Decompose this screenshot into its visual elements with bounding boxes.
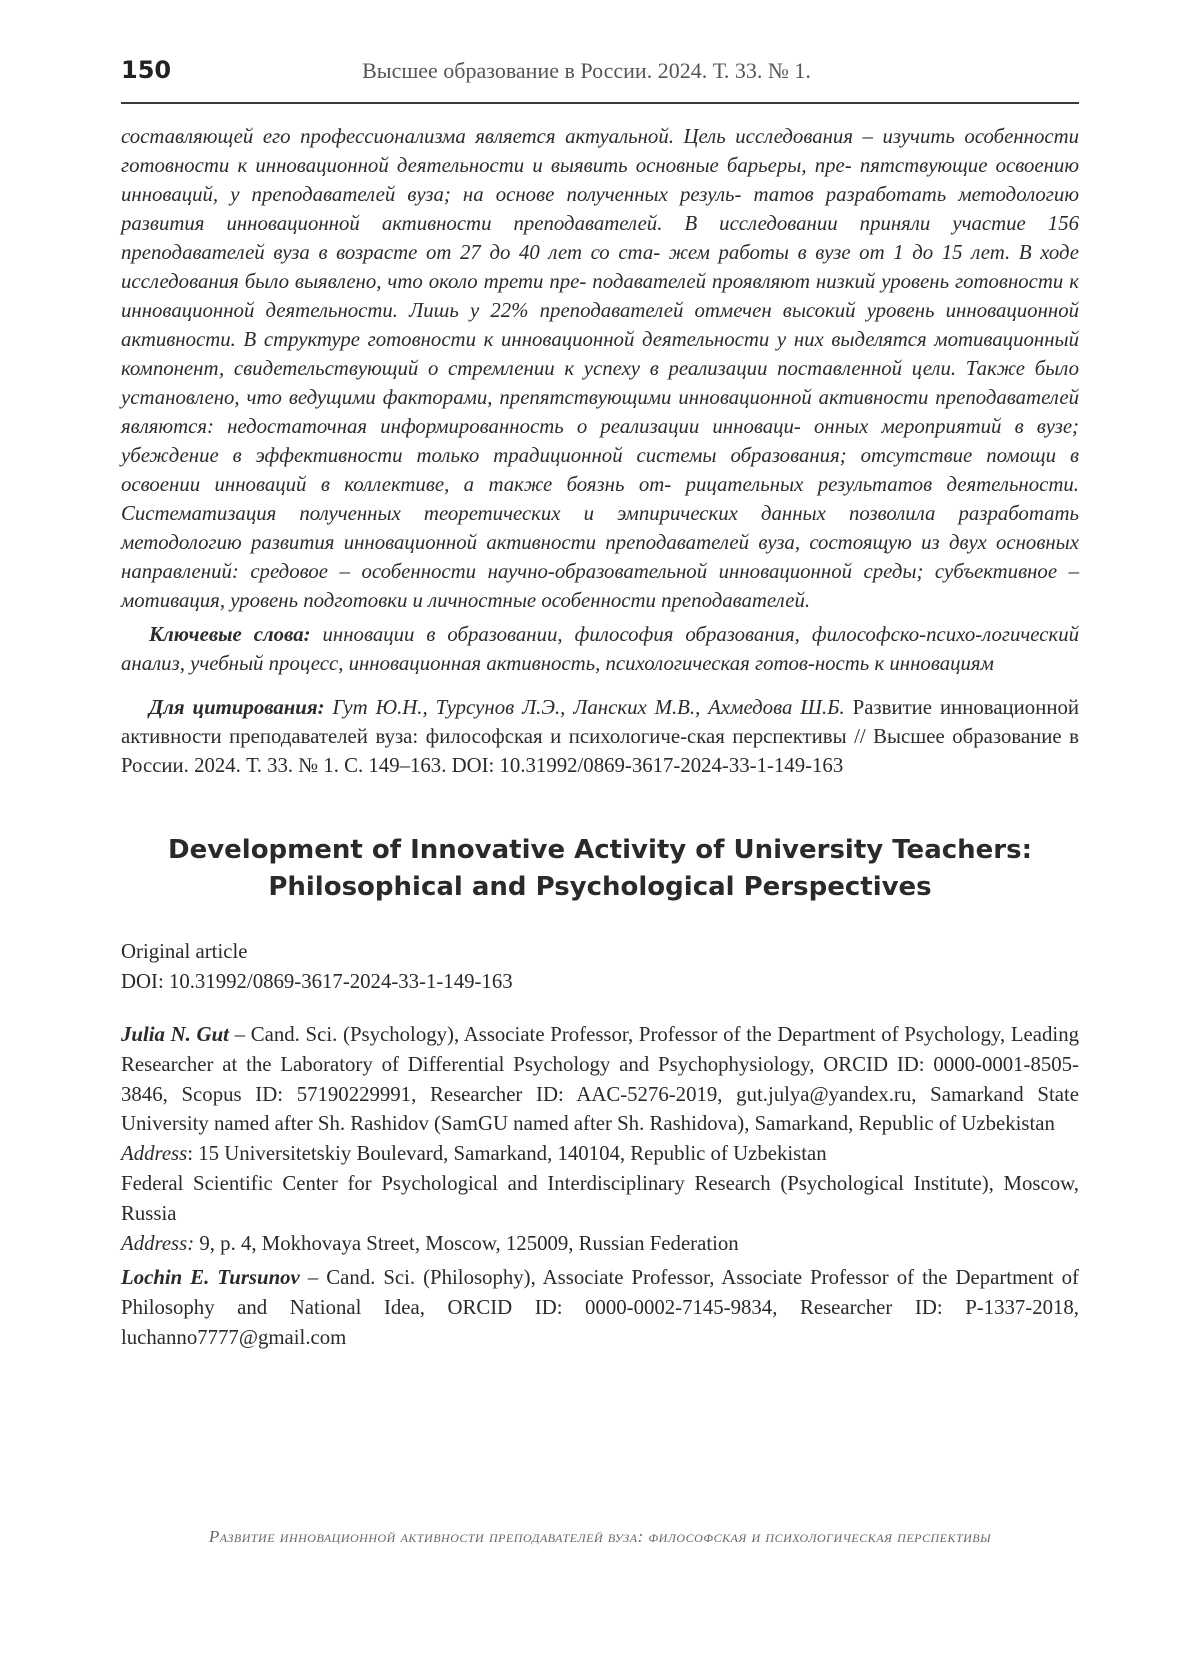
english-title-line1: Development of Innovative Activity of University Teachers:: [167, 835, 1032, 865]
page-content: [121, 56, 1079, 1353]
citation-label: Для цитирования:: [149, 696, 325, 719]
author-affiliation: Federal Scientific Center for Psychological and Interdisciplinary Research (Psychological Institute), Moscow, Russia: [121, 1171, 1079, 1225]
english-title-line2: Philosophical and Psychological Perspectives: [268, 872, 932, 902]
abstract-line: готовности к инновационной деятельности у них выделятся мотивационный компонент,: [121, 328, 1079, 380]
abstract-line: рицательных результатов деятельности. Систематизация полученных теоретических: [121, 473, 1079, 525]
page-header: [121, 56, 1079, 104]
abstract-line: уровень подготовки и личностные особенности преподавателей.: [230, 589, 811, 612]
abstract-line: у 22% преподавателей отмечен высокий уровень инновационной активности. В структуре: [121, 299, 1079, 351]
abstract-line: составляющей его профессионализма является актуальной. Цель исследования – изучить: [121, 125, 965, 148]
abstract-line: В исследовании приняли участие 156 преподавателей вуза в возрасте от 27 до 40 лет со ста-: [121, 212, 1079, 264]
address-label: Address: [121, 1142, 188, 1166]
address-text: : 15 Universitetskiy Boulevard, Samarkand, 140104, Republic of Uzbekistan: [187, 1142, 827, 1166]
author-description: – Cand. Sci. (Philosophy), Associate Professor, Associate Professor of the Department of Philosophy and National Idea, ORCID ID: 0000-0002-7145-9834, Researcher ID: P-1337-2018, luchanno7777@gmail.com: [121, 1266, 1079, 1349]
keywords-label: Ключевые слова:: [149, 623, 311, 646]
author-entry: [121, 1263, 1079, 1352]
keywords-text: инновации в образовании, философия образования, философско-психо-логический анализ, учебный процесс, инновационная активность, психологическая готов-ность к инновациям: [121, 623, 1080, 675]
abstract-line: особенности готовности к инновационной деятельности и выявить основные барьеры, пре-: [121, 125, 1079, 177]
abstract-line: пятствующие освоению инноваций, у преподавателей вуза; на основе полученных резуль-: [121, 154, 1079, 206]
author-address: [121, 1139, 1079, 1169]
author-name: Lochin E. Tursunov: [121, 1266, 300, 1290]
abstract-line: установлено, что ведущими факторами, препятствующими инновационной активности: [121, 386, 936, 409]
author-description: – Cand. Sci. (Psychology), Associate Professor, Professor of the Department of Psychology, Leading Researcher at the Laboratory of Differential Psychology and Psychophysiology, ORCID ID: 0000-0001-8505-3846, Scopus ID: 57190229991, Researcher ID: AAC-5276-2019, gut.julya@yandex.ru, Samarkand State University named after Sh. Rashidov (SamGU named after Sh. Rashidova), Samarkand, Republic of Uzbekistan: [121, 1023, 1079, 1136]
page-number: 150: [121, 56, 172, 84]
abstract-body: [121, 122, 1079, 615]
abstract-line: свидетельствующий о стремлении к успеху в реализации поставленной цели. Также было: [233, 357, 1079, 380]
author-entry: [121, 1020, 1079, 1139]
abstract-line: татов разработать методологию развития инновационной активности преподавателей.: [121, 183, 1079, 235]
address-text: 9, p. 4, Mokhovaya Street, Moscow, 125009, Russian Federation: [194, 1231, 739, 1255]
abstract-line: и эмпирических данных позволила разработать методологию развития инновационной: [121, 502, 1079, 554]
citation-authors: Гут Ю.Н., Турсунов Л.Э., Ланских М.В., Ахмедова Ш.Б.: [332, 696, 845, 719]
abstract-line: онных мероприятий в вузе; убеждение в эффективности только традиционной системы: [121, 415, 1079, 467]
abstract: [121, 122, 1079, 678]
article-doi[interactable]: DOI: 10.31992/0869-3617-2024-33-1-149-163: [121, 970, 513, 993]
article-meta: [121, 937, 1079, 997]
abstract-line: подавателей проявляют низкий уровень готовности к инновационной деятельности. Лишь: [121, 270, 1079, 322]
address-label: Address:: [121, 1231, 195, 1255]
english-title: [121, 832, 1079, 906]
author-name: Julia N. Gut: [121, 1023, 229, 1046]
citation: [121, 693, 1079, 780]
abstract-line: активности преподавателей вуза, состоящую из двух основных направлений: средовое –: [121, 531, 1079, 583]
abstract-line: особенности научно-образовательной инновационной среды; субъективное – мотивация,: [121, 560, 1079, 612]
citation-text: Развитие инновационной активности преподавателей вуза: философская и психологиче-ская перспективы // Высшее образование в России. 2024. Т. 33. № 1. С. 149–163. DOI: 10.31992/0869-3617-2024-33-1-149-163: [121, 696, 1079, 777]
keywords: [121, 620, 1079, 678]
author-address: [121, 1229, 1079, 1259]
abstract-line: образования; отсутствие помощи в освоении инноваций в коллективе, а также боязнь от-: [121, 444, 1079, 496]
article-type: Original article: [121, 940, 248, 963]
page-footer-running-title: Развитие инновационной активности преподавателей вуза: философская и психологическая перспективы: [208, 1527, 992, 1546]
authors-info: [121, 1020, 1079, 1353]
abstract-line: жем работы в вузе от 1 до 15 лет. В ходе исследования было выявлено, что около трети пре-: [121, 241, 1079, 293]
abstract-line: преподавателей являются: недостаточная информированность о реализации инноваци-: [121, 386, 1079, 438]
journal-running-head: Высшее образование в России. 2024. Т. 33. № 1.: [362, 58, 811, 83]
